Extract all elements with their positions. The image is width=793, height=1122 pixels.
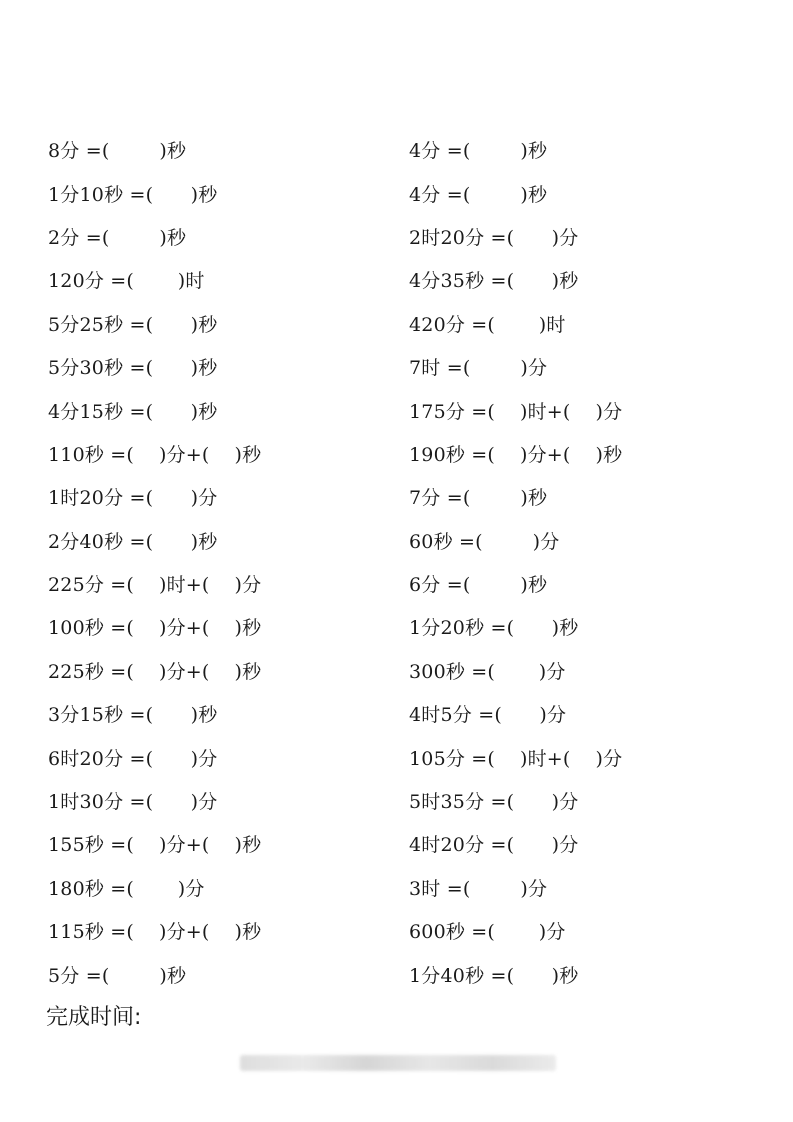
conversion-problem: 5分25秒 =( )秒 (48, 313, 218, 336)
conversion-problem: 225秒 =( )分+( )秒 (48, 660, 262, 683)
conversion-problem: 100秒 =( )分+( )秒 (48, 617, 262, 640)
blurred-watermark (240, 1055, 556, 1071)
conversion-problem: 4时5分 =( )分 (409, 704, 567, 727)
conversion-problem: 8分 =( )秒 (48, 140, 187, 163)
conversion-problem: 4分 =( )秒 (409, 140, 548, 163)
conversion-problem: 3分15秒 =( )秒 (48, 704, 218, 727)
conversion-problem: 2时20分 =( )分 (409, 226, 579, 249)
conversion-problem: 7时 =( )分 (409, 357, 548, 380)
conversion-problem: 5时35分 =( )分 (409, 791, 579, 814)
conversion-problem: 6分 =( )秒 (409, 574, 548, 597)
conversion-problem: 60秒 =( )分 (409, 530, 560, 553)
conversion-problem: 225分 =( )时+( )分 (48, 574, 262, 597)
conversion-problem: 6时20分 =( )分 (48, 747, 218, 770)
conversion-problem: 180秒 =( )分 (48, 877, 205, 900)
conversion-problem: 300秒 =( )分 (409, 660, 566, 683)
conversion-problem: 1分40秒 =( )秒 (409, 964, 579, 987)
conversion-problem: 2分 =( )秒 (48, 226, 187, 249)
problems-right-column (409, 128, 622, 996)
conversion-problem: 175分 =( )时+( )分 (409, 400, 623, 423)
conversion-problem: 2分40秒 =( )秒 (48, 530, 218, 553)
conversion-problem: 600秒 =( )分 (409, 921, 566, 944)
conversion-problem: 4分15秒 =( )秒 (48, 400, 218, 423)
conversion-problem: 4时20分 =( )分 (409, 834, 579, 857)
conversion-problem: 1时20分 =( )分 (48, 487, 218, 510)
conversion-problem: 7分 =( )秒 (409, 487, 548, 510)
conversion-problem: 1分10秒 =( )秒 (48, 183, 218, 206)
conversion-problem: 110秒 =( )分+( )秒 (48, 443, 262, 466)
conversion-problem: 5分 =( )秒 (48, 964, 187, 987)
conversion-problem: 5分30秒 =( )秒 (48, 357, 218, 380)
problems-left-column (48, 128, 261, 996)
conversion-problem: 3时 =( )分 (409, 877, 548, 900)
conversion-problem: 115秒 =( )分+( )秒 (48, 921, 262, 944)
conversion-problem: 120分 =( )时 (48, 270, 205, 293)
conversion-problem: 4分 =( )秒 (409, 183, 548, 206)
conversion-problem: 190秒 =( )分+( )秒 (409, 443, 623, 466)
conversion-problem: 420分 =( )时 (409, 313, 566, 336)
completion-time-label: 完成时间: (46, 1005, 142, 1030)
conversion-problem: 1时30分 =( )分 (48, 791, 218, 814)
conversion-problem: 4分35秒 =( )秒 (409, 270, 579, 293)
conversion-problem: 155秒 =( )分+( )秒 (48, 834, 262, 857)
conversion-problem: 1分20秒 =( )秒 (409, 617, 579, 640)
conversion-problem: 105分 =( )时+( )分 (409, 747, 623, 770)
